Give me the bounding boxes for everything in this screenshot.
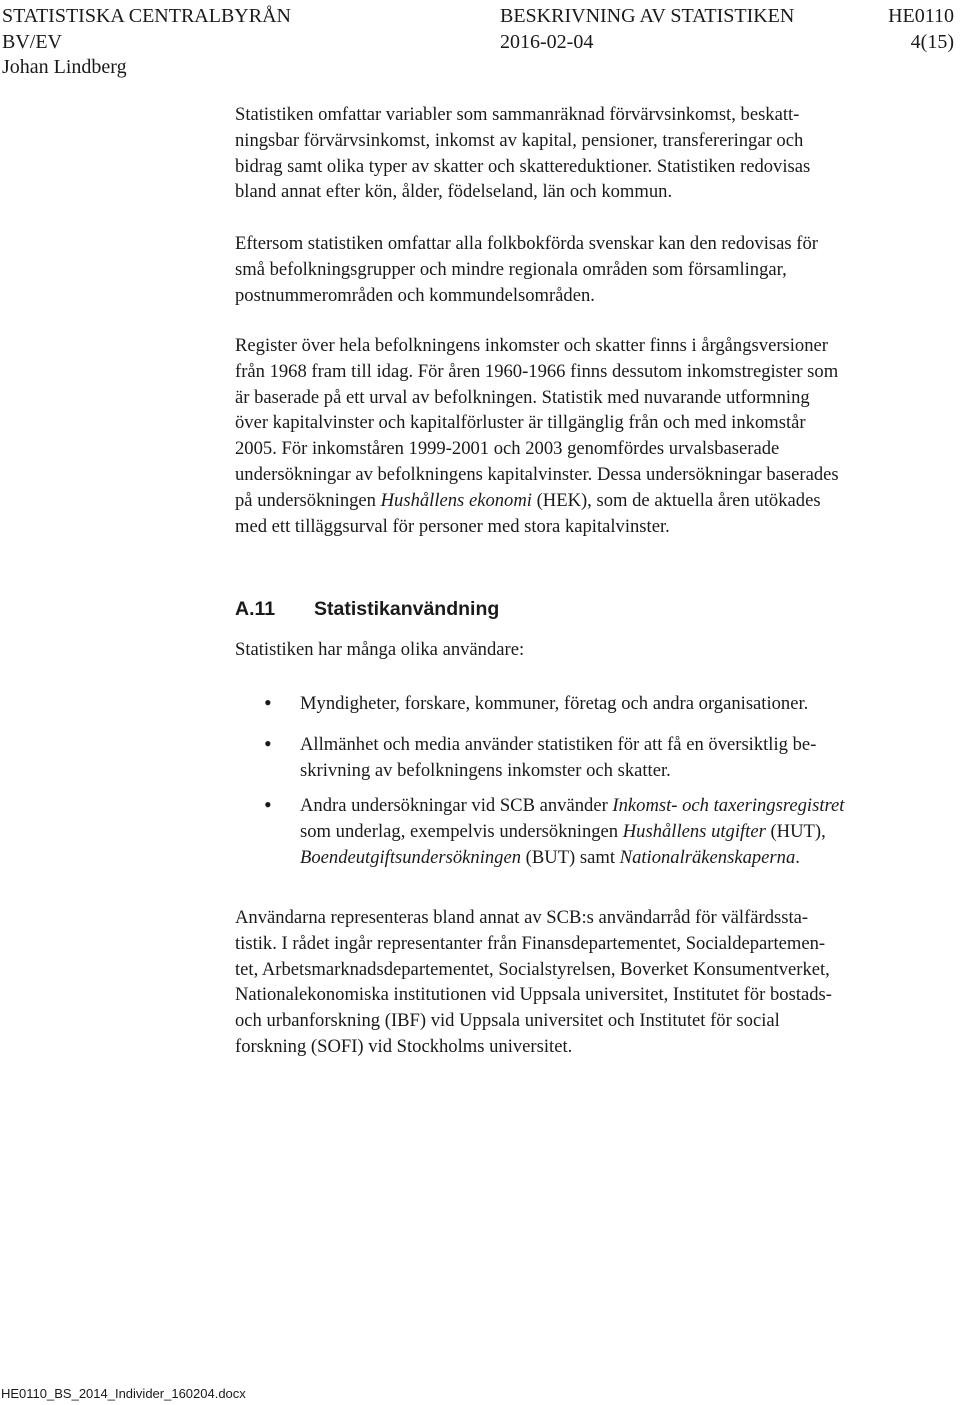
text-line: små befolkningsgrupper och mindre regionala områden som församlingar,: [235, 258, 787, 280]
text-line: [300, 793, 940, 819]
text-line: Register över hela befolkningens inkomster och skatter finns i årgångsversioner: [235, 335, 828, 356]
text-line: bidrag samt olika typer av skatter och skattereduktioner. Statistiken redovisas: [235, 155, 811, 177]
header-page-number: 4(15): [910, 31, 954, 53]
text-line: forskning (SOFI) vid Stockholms universitet.: [235, 1035, 573, 1057]
text-line: bland annat efter kön, ålder, födelseland, län och kommun.: [235, 181, 673, 203]
bullet-icon: •: [264, 690, 272, 715]
text-line: Nationalekonomiska institutionen vid Uppsala universitet, Institutet för bostads-: [235, 984, 832, 1006]
list-item: [300, 732, 940, 784]
text-line: tistik. I rådet ingår representanter från Finansdepartementet, Socialdepartemen-: [235, 932, 826, 954]
list-item: [300, 793, 940, 870]
text-line: [300, 819, 940, 845]
text-run: .: [795, 846, 800, 868]
header-dept: BV/EV: [2, 31, 62, 53]
header-author: Johan Lindberg: [2, 56, 127, 78]
text-line: 2005. För inkomståren 1999-2001 och 2003 genomfördes urvalsbaserade: [235, 438, 780, 460]
text-line: Myndigheter, forskare, kommuner, företag och andra organisationer.: [300, 693, 809, 714]
publication-title: Hushållens ekonomi: [380, 489, 532, 511]
bullet-icon: •: [264, 731, 272, 756]
text-line: Användarna representeras bland annat av SCB:s användarråd för välfärdssta-: [235, 907, 809, 928]
text-line: från 1968 fram till idag. För åren 1960-1966 finns dessutom inkomstregister som: [235, 360, 839, 382]
text-line: över kapitalvinster och kapitalförluster är tillgänglig från och med inkomstår: [235, 412, 806, 434]
text-line: Allmänhet och media använder statistiken för att få en översiktlig be-: [300, 734, 817, 755]
paragraph-user-council: [235, 905, 935, 1060]
section-heading: [235, 596, 499, 622]
section-number: A.11: [235, 598, 276, 620]
survey-title: Hushållens utgifter: [622, 820, 766, 842]
header-code: HE0110: [888, 5, 954, 27]
survey-title: Boendeutgiftsundersökningen: [300, 846, 522, 868]
text-line: postnummerområden och kommundelsområden.: [235, 284, 595, 306]
text-line: ningsbar förvärvsinkomst, inkomst av kapital, pensioner, transfereringar och: [235, 129, 804, 151]
text-run: (BUT) samt: [521, 846, 620, 868]
text-line: och urbanforskning (IBF) vid Uppsala universitet och Institutet för social: [235, 1010, 780, 1032]
bullet-icon: •: [264, 792, 272, 817]
header-doc-type: BESKRIVNING AV STATISTIKEN: [500, 5, 795, 27]
paragraph-variables: [235, 102, 935, 205]
text-run: Andra undersökningar vid SCB använder: [300, 795, 613, 816]
header-org: STATISTISKA CENTRALBYRÅN: [2, 5, 291, 27]
section-title: Statistikanvändning: [314, 598, 500, 620]
text-run: som underlag, exempelvis undersökningen: [300, 820, 623, 842]
footer-filename: HE0110_BS_2014_Individer_160204.docx: [1, 1386, 246, 1401]
section-intro: [235, 637, 935, 663]
text-line: är baserade på ett urval av befolkningen. Statistik med nuvarande utformning: [235, 386, 810, 408]
text-line: [235, 488, 935, 514]
text-line: Statistiken omfattar variabler som sammanräknad förvärvsinkomst, beskatt-: [235, 104, 800, 125]
list-item: [300, 691, 940, 717]
text-run: (HUT),: [765, 820, 826, 842]
text-line: [300, 845, 940, 871]
text-line: undersökningar av befolkningens kapitalvinster. Dessa undersökningar baserades: [235, 463, 839, 485]
accounts-title: Nationalräkenskaperna: [619, 846, 796, 868]
text-run: (HEK), som de aktuella åren utökades: [531, 489, 821, 511]
register-title: Inkomst- och taxeringsregistret: [612, 795, 845, 816]
header-date: 2016-02-04: [500, 31, 594, 53]
text-line: Eftersom statistiken omfattar alla folkbokförda svenskar kan den redovisas för: [235, 233, 818, 254]
text-line: Statistiken har många olika användare:: [235, 639, 525, 660]
text-run: på undersökningen: [235, 489, 381, 511]
text-line: skrivning av befolkningens inkomster och skatter.: [300, 759, 671, 781]
paragraph-registers: [235, 333, 935, 539]
text-line: tet, Arbetsmarknadsdepartementet, Socialstyrelsen, Boverket Konsumentverket,: [235, 958, 830, 980]
paragraph-coverage: [235, 231, 935, 308]
text-line: med ett tilläggsurval för personer med stora kapitalvinster.: [235, 515, 670, 537]
